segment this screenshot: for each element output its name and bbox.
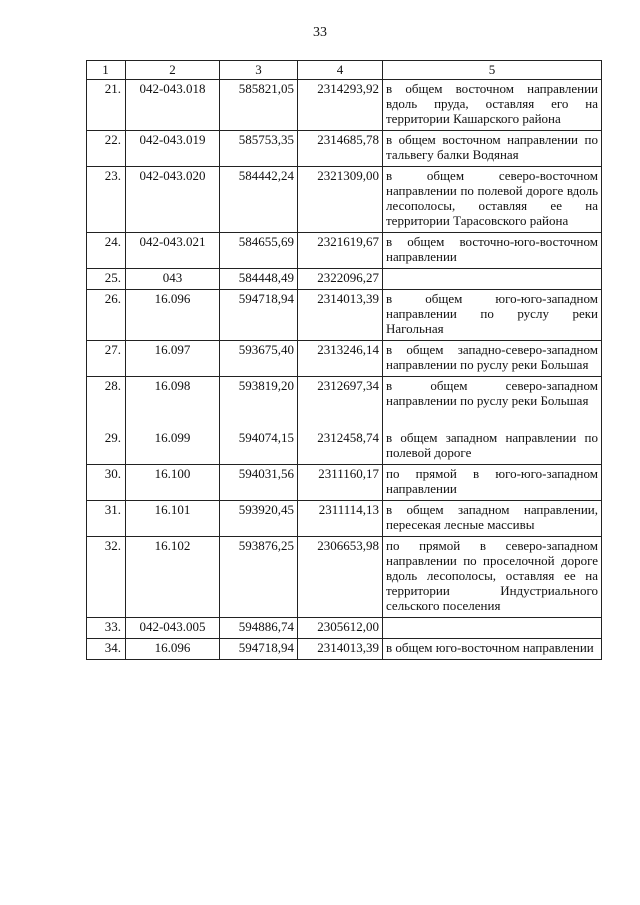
table-row xyxy=(87,80,602,131)
description: в общем юго-юго-западном направлении по руслу реки Нагольная xyxy=(383,290,602,341)
coord-x: 593675,40 xyxy=(220,341,298,377)
coord-x: 593920,45 xyxy=(220,501,298,537)
table-row xyxy=(87,269,602,290)
header-col-4: 4 xyxy=(298,61,383,80)
table-row xyxy=(87,412,602,465)
page-number: 33 xyxy=(313,25,327,40)
table-row xyxy=(87,618,602,639)
coord-y: 2314685,78 xyxy=(298,131,383,167)
coord-y: 2314013,39 xyxy=(298,639,383,660)
coord-x: 585753,35 xyxy=(220,131,298,167)
header-col-2: 2 xyxy=(126,61,220,80)
boundary-points-table xyxy=(86,60,602,660)
point-id: 16.098 xyxy=(126,377,220,413)
table-row xyxy=(87,341,602,377)
coord-y: 2322096,27 xyxy=(298,269,383,290)
table-row xyxy=(87,167,602,233)
header-col-5: 5 xyxy=(383,61,602,80)
coord-y: 2321619,67 xyxy=(298,233,383,269)
point-id: 16.099 xyxy=(126,412,220,465)
row-number: 34. xyxy=(87,639,126,660)
description: в общем восточном направлении по тальвегу балки Водяная xyxy=(383,131,602,167)
row-number: 30. xyxy=(87,465,126,501)
point-id: 16.096 xyxy=(126,639,220,660)
point-id: 042-043.019 xyxy=(126,131,220,167)
description: по прямой в северо-западном направлении по проселочной дороге вдоль лесополосы, оставляя ее на территории Индустриального сельского поселения xyxy=(383,537,602,618)
coord-x: 584442,24 xyxy=(220,167,298,233)
row-number: 24. xyxy=(87,233,126,269)
point-id: 042-043.005 xyxy=(126,618,220,639)
coord-y: 2314293,92 xyxy=(298,80,383,131)
table-row xyxy=(87,639,602,660)
table-row xyxy=(87,233,602,269)
table-row xyxy=(87,501,602,537)
row-number: 31. xyxy=(87,501,126,537)
row-number: 33. xyxy=(87,618,126,639)
header-col-3: 3 xyxy=(220,61,298,80)
row-number: 21. xyxy=(87,80,126,131)
description: в общем западно-северо-западном направлении по руслу реки Большая xyxy=(383,341,602,377)
coord-y: 2313246,14 xyxy=(298,341,383,377)
coord-x: 594031,56 xyxy=(220,465,298,501)
coord-x: 594718,94 xyxy=(220,290,298,341)
description: в общем восточно-юго-восточном направлении xyxy=(383,233,602,269)
table-row xyxy=(87,377,602,413)
coord-x: 593876,25 xyxy=(220,537,298,618)
point-id: 042-043.018 xyxy=(126,80,220,131)
coord-y: 2305612,00 xyxy=(298,618,383,639)
row-number: 25. xyxy=(87,269,126,290)
row-number: 26. xyxy=(87,290,126,341)
table-header-row xyxy=(87,61,602,80)
row-number: 29. xyxy=(87,412,126,465)
description: в общем северо-западном направлении по руслу реки Большая xyxy=(383,377,602,413)
coord-x: 585821,05 xyxy=(220,80,298,131)
table-row xyxy=(87,465,602,501)
coord-y: 2312458,74 xyxy=(298,412,383,465)
coord-x: 584655,69 xyxy=(220,233,298,269)
table-row xyxy=(87,537,602,618)
point-id: 042-043.021 xyxy=(126,233,220,269)
row-number: 28. xyxy=(87,377,126,413)
row-number: 32. xyxy=(87,537,126,618)
description xyxy=(383,618,602,639)
description: по прямой в юго-юго-западном направлении xyxy=(383,465,602,501)
coord-y: 2311160,17 xyxy=(298,465,383,501)
point-id: 16.097 xyxy=(126,341,220,377)
coord-x: 594074,15 xyxy=(220,412,298,465)
description: в общем западном направлении, пересекая лесные массивы xyxy=(383,501,602,537)
description xyxy=(383,269,602,290)
coord-y: 2314013,39 xyxy=(298,290,383,341)
coord-y: 2321309,00 xyxy=(298,167,383,233)
table-row xyxy=(87,290,602,341)
coord-y: 2311114,13 xyxy=(298,501,383,537)
point-id: 043 xyxy=(126,269,220,290)
coord-x: 593819,20 xyxy=(220,377,298,413)
point-id: 042-043.020 xyxy=(126,167,220,233)
table-row xyxy=(87,131,602,167)
header-col-1: 1 xyxy=(87,61,126,80)
point-id: 16.101 xyxy=(126,501,220,537)
coord-y: 2306653,98 xyxy=(298,537,383,618)
description: в общем юго-восточном направлении xyxy=(383,639,602,660)
point-id: 16.100 xyxy=(126,465,220,501)
description: в общем западном направлении по полевой дороге xyxy=(383,412,602,465)
row-number: 22. xyxy=(87,131,126,167)
description: в общем восточном направлении вдоль пруда, оставляя его на территории Кашарского района xyxy=(383,80,602,131)
point-id: 16.102 xyxy=(126,537,220,618)
row-number: 23. xyxy=(87,167,126,233)
description: в общем северо-восточном направлении по полевой дороге вдоль лесополосы, оставляя ее на территории Тарасовского района xyxy=(383,167,602,233)
coord-x: 594886,74 xyxy=(220,618,298,639)
coord-y: 2312697,34 xyxy=(298,377,383,413)
row-number: 27. xyxy=(87,341,126,377)
coord-x: 594718,94 xyxy=(220,639,298,660)
coord-x: 584448,49 xyxy=(220,269,298,290)
point-id: 16.096 xyxy=(126,290,220,341)
